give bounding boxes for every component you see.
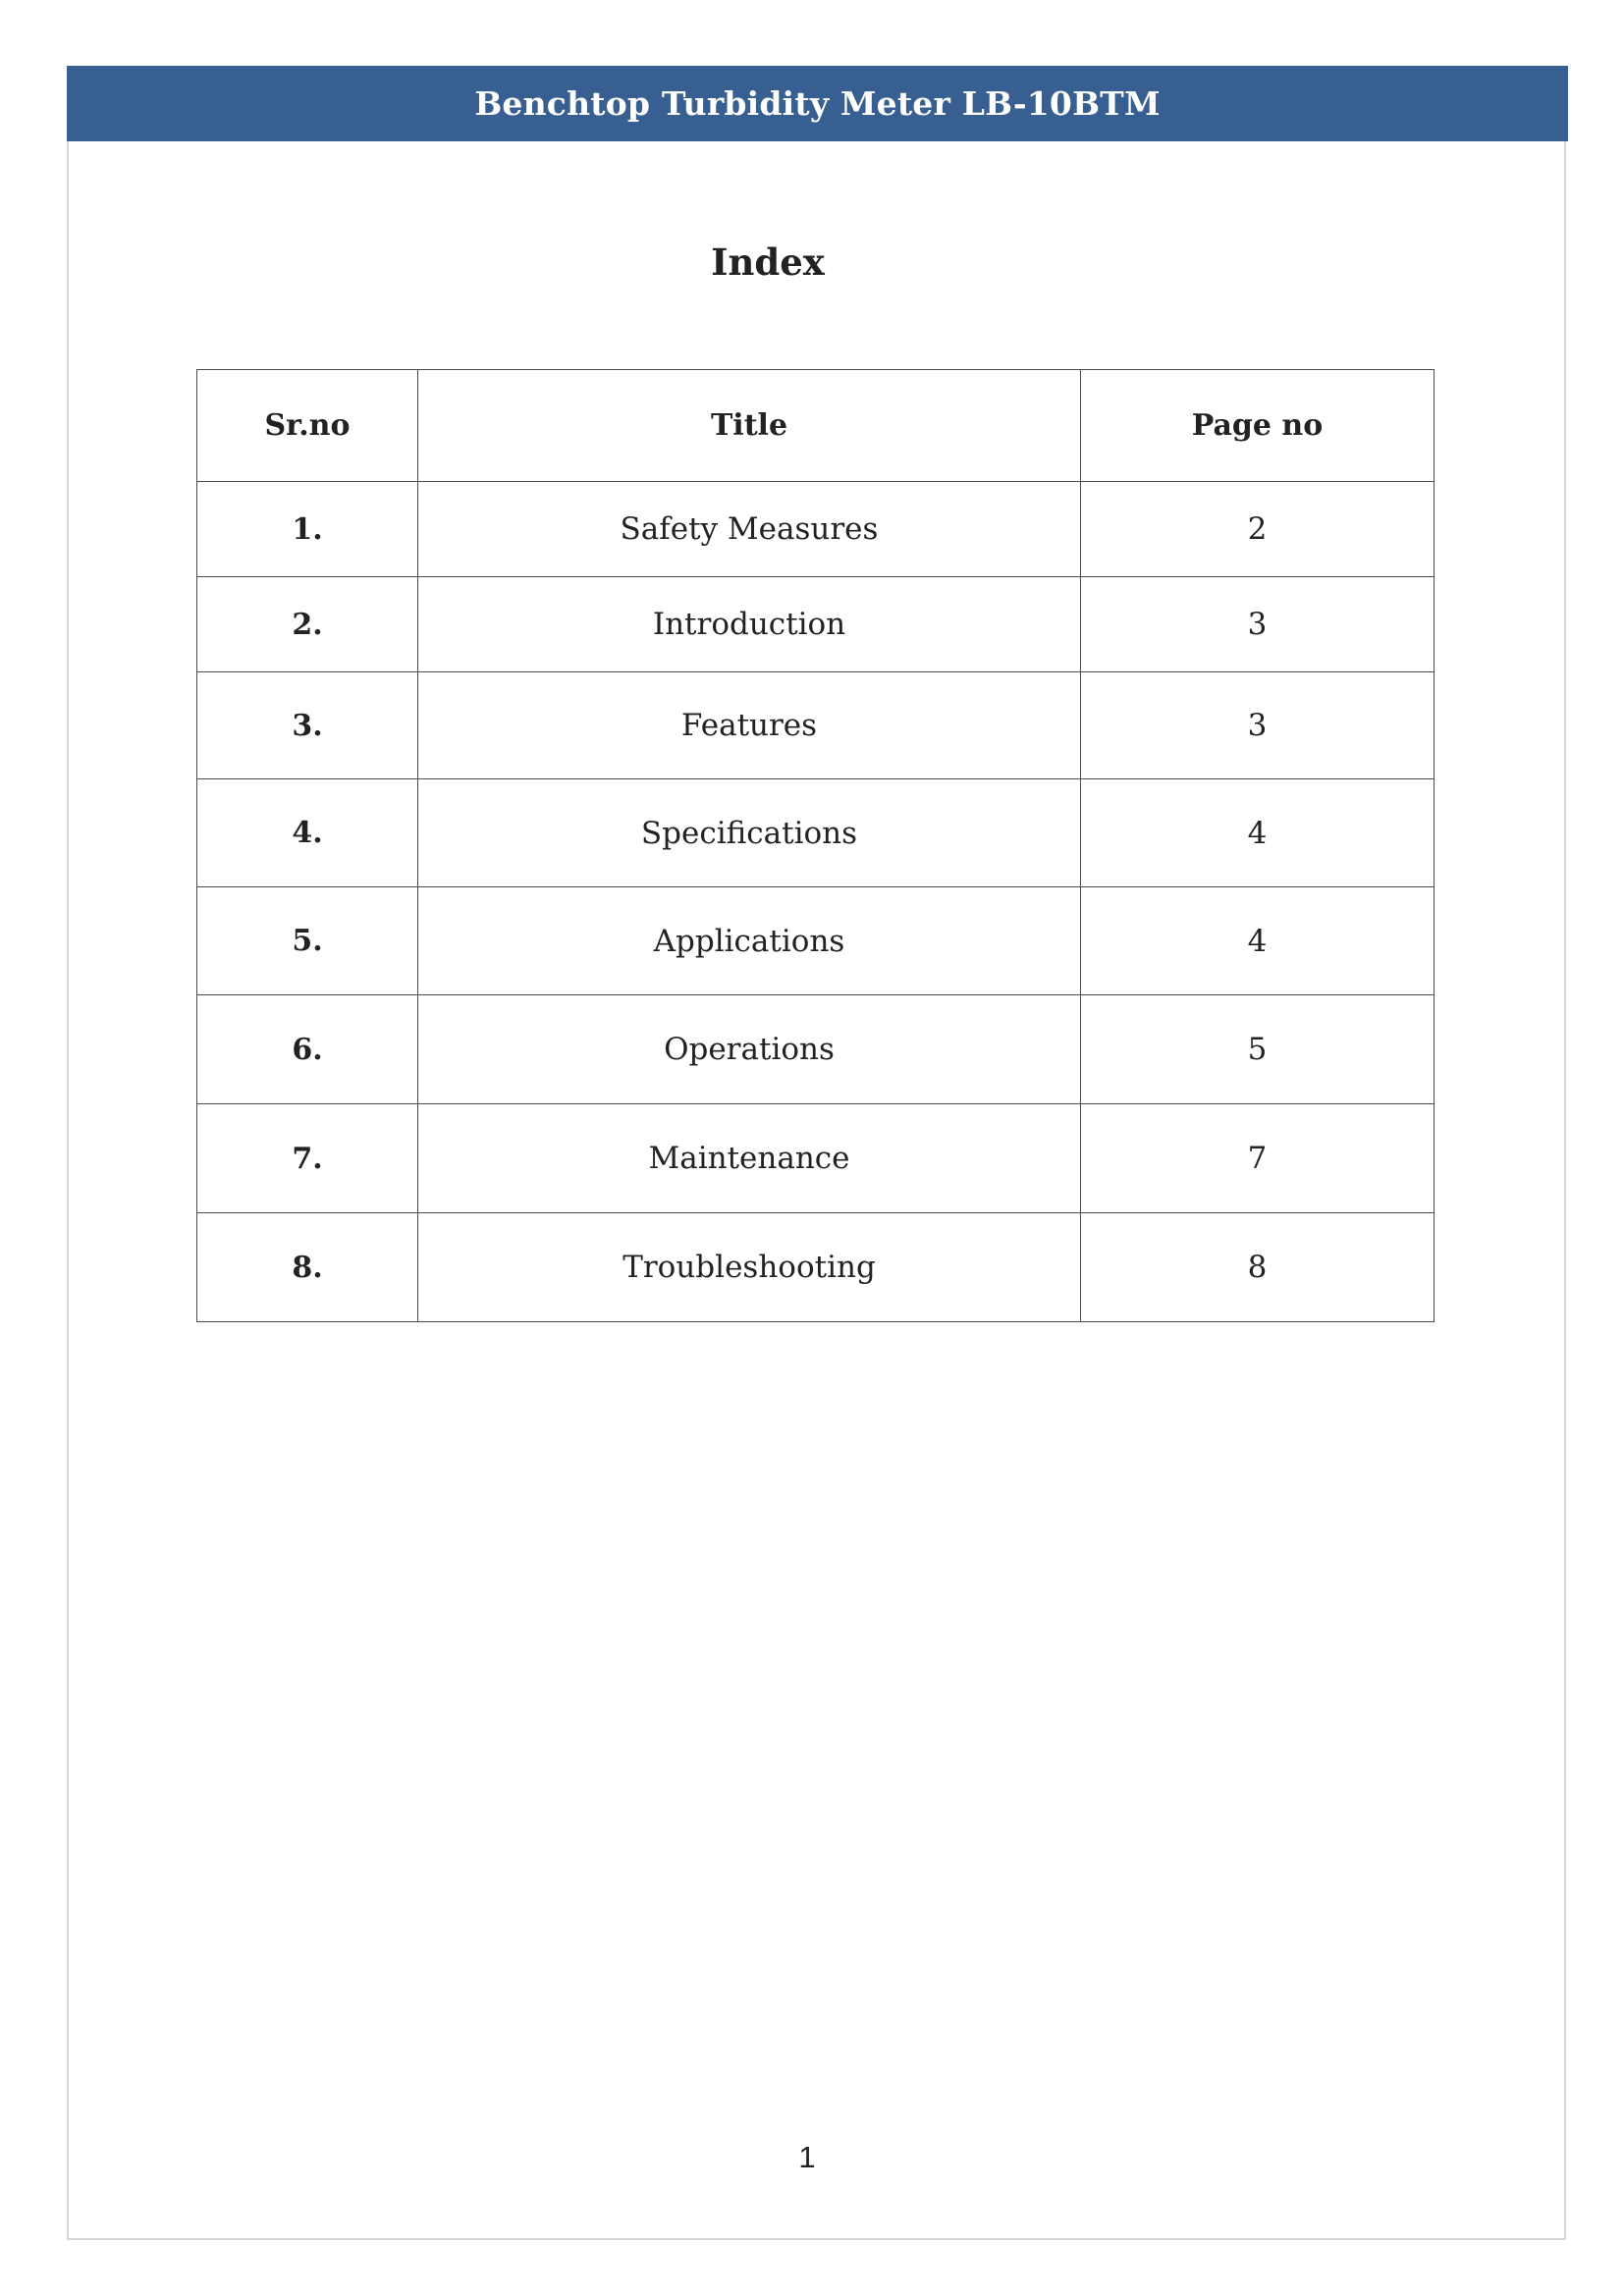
table-header-row [197, 370, 1435, 482]
index-heading: Index [711, 240, 825, 284]
table-row [197, 995, 1435, 1104]
row-title: Safety Measures [418, 482, 1081, 577]
row-sr-no: 1. [197, 482, 418, 577]
document-title: Benchtop Turbidity Meter LB-10BTM [474, 84, 1161, 123]
table-row [197, 577, 1435, 672]
table-row [197, 779, 1435, 887]
row-title: Operations [418, 995, 1081, 1104]
row-page-no: 4 [1081, 887, 1435, 995]
row-title: Applications [418, 887, 1081, 995]
row-title: Introduction [418, 577, 1081, 672]
table-row [197, 1104, 1435, 1213]
row-sr-no: 7. [197, 1104, 418, 1213]
column-header-page-no: Page no [1081, 370, 1435, 482]
row-title: Features [418, 672, 1081, 779]
row-page-no: 3 [1081, 672, 1435, 779]
document-header-bar [67, 66, 1568, 141]
column-header-title: Title [418, 370, 1081, 482]
table-row [197, 482, 1435, 577]
row-page-no: 8 [1081, 1213, 1435, 1322]
row-page-no: 2 [1081, 482, 1435, 577]
row-sr-no: 8. [197, 1213, 418, 1322]
row-title: Maintenance [418, 1104, 1081, 1213]
row-title: Specifications [418, 779, 1081, 887]
index-table [196, 369, 1435, 1322]
row-page-no: 4 [1081, 779, 1435, 887]
row-page-no: 7 [1081, 1104, 1435, 1213]
table-row [197, 672, 1435, 779]
row-title: Troubleshooting [418, 1213, 1081, 1322]
row-sr-no: 5. [197, 887, 418, 995]
row-page-no: 5 [1081, 995, 1435, 1104]
row-sr-no: 3. [197, 672, 418, 779]
table-row [197, 887, 1435, 995]
row-sr-no: 2. [197, 577, 418, 672]
page-number: 1 [798, 2140, 816, 2174]
row-sr-no: 4. [197, 779, 418, 887]
row-page-no: 3 [1081, 577, 1435, 672]
table-row [197, 1213, 1435, 1322]
row-sr-no: 6. [197, 995, 418, 1104]
column-header-sr-no: Sr.no [197, 370, 418, 482]
